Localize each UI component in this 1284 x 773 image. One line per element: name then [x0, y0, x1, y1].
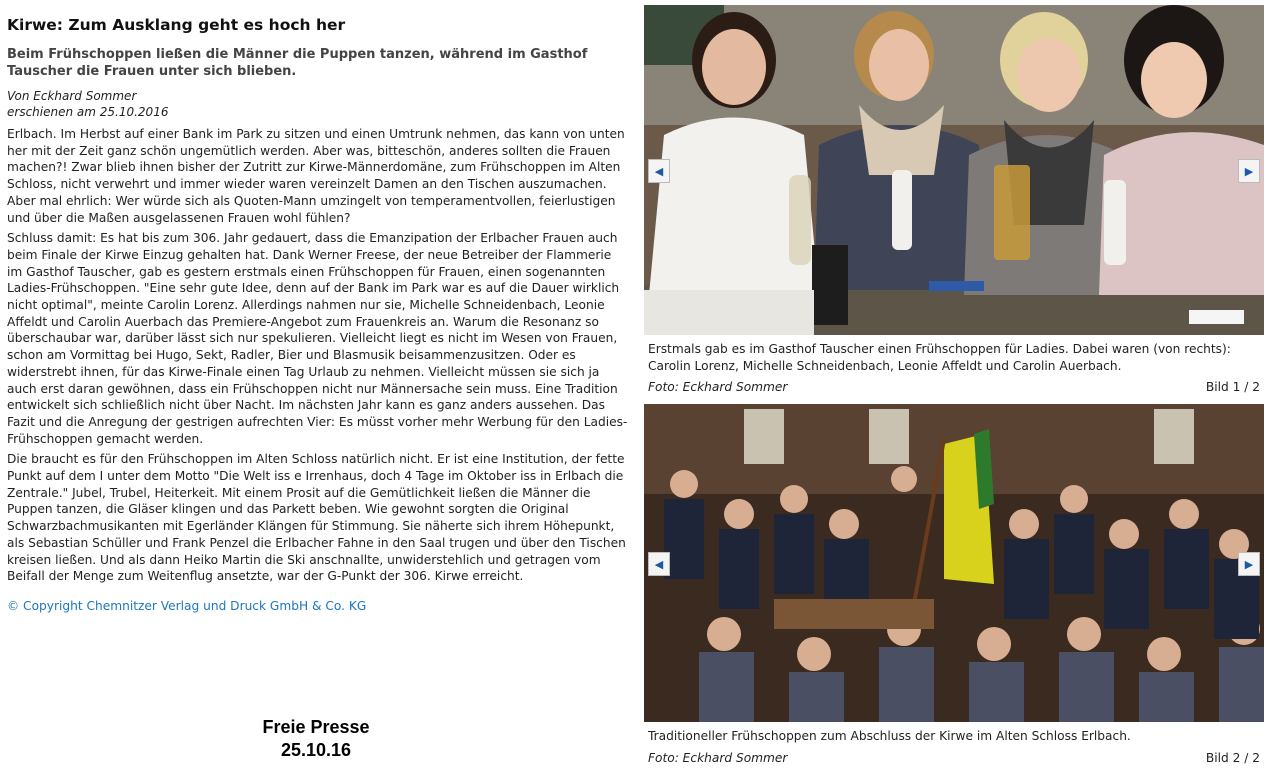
gallery-next-button[interactable] [1238, 552, 1260, 576]
publication-footer [220, 716, 412, 762]
chevron-right-icon: ▶ [1244, 164, 1254, 178]
article-paragraph: Die braucht es für den Frühschoppen im Alten Schloss natürlich nicht. Er ist eine Institution, der fette Punkt auf dem I unter dem Motto "Die Welt iss e Irrenhaus, doch 4 Tage im Oktober iss in Erlbach die Zentrale." Jubel, Trubel, Heiterkeit. Mit einem Prosit auf die Gemütlichkeit ließen die Männer die Puppen tanzen, die Gläser klingen und das Parkett beben. Wie gewohnt sorgten die Original Schwarzbachmusikanten mit Egerländer Klängen für Stimmung. Sie näherte sich ihrem Höhepunkt, als Sebastian Schüller und Frank Penzel die Erlbacher Fahne in den Saal trugen und über den Tischen kreisen ließen. Und als dann Heiko Martin die Ski anschnallte, unwiderstehlich und getragen vom Beifall der Menge zum Weitenflug ansetzte, war der G-Punkt der 306. Kirwe erreicht. [7, 452, 626, 584]
gallery-slide-2 [644, 404, 1264, 765]
chevron-left-icon: ◀ [654, 164, 664, 178]
article-subtitle: Beim Frühschoppen ließen die Männer die Puppen tanzen, während im Gasthof Tauscher die Frauen unter sich blieben. [7, 47, 588, 79]
photo-caption: Erstmals gab es im Gasthof Tauscher einen Frühschoppen für Ladies. Dabei waren (von rechts): Carolin Lorenz, Michelle Schneidenbach, Leonie Affeldt und Carolin Auerbach. [648, 342, 1231, 373]
photo-counter: Bild 1 / 2 [1205, 380, 1260, 394]
photo-credit: Foto: Eckhard Sommer [648, 380, 788, 394]
gallery-prev-button[interactable] [648, 159, 670, 183]
photo-caption: Traditioneller Frühschoppen zum Abschluss der Kirwe im Alten Schloss Erlbach. [648, 729, 1131, 743]
article-author: Von Eckhard Sommer [7, 89, 137, 103]
article-title: Kirwe: Zum Ausklang geht es hoch her [7, 16, 346, 34]
article-paragraph: Erlbach. Im Herbst auf einer Bank im Park zu sitzen und einen Umtrunk nehmen, das kann von unten her mit der Zeit ganz schön ungemütlich werden. Aber was, bitteschön, anderes sollten die Frauen machen?! Zwar blieb ihnen bisher der Zutritt zur Kirwe-Männerdomäne, zum Frühschoppen im Alten Schloss, nicht verwehrt und immer wieder waren vereinzelt Damen an den Tischen auszumachen. Aber mal ehrlich: Wer würde sich als Quoten-Mann umzingelt von temperamentvollen, feierlustigen und über die Maßen ausgelassenen Frauen wohl fühlen? [7, 127, 625, 225]
photo-credit-row [644, 374, 1264, 394]
gallery-slide-1 [644, 5, 1264, 394]
photo-credit-row [644, 745, 1264, 765]
gallery-next-button[interactable] [1238, 159, 1260, 183]
publication-date: 25.10.16 [280, 740, 352, 760]
chevron-right-icon: ▶ [1244, 557, 1254, 571]
photo-fruehschoppen-altes-schloss [644, 404, 1264, 722]
photo-credit: Foto: Eckhard Sommer [648, 750, 788, 765]
publication-name: Freie Presse [262, 717, 370, 737]
photo-ladies-fruehschoppen [644, 5, 1264, 335]
gallery-prev-button[interactable] [648, 552, 670, 576]
article [7, 10, 629, 613]
article-published-date: erschienen am 25.10.2016 [7, 105, 169, 119]
chevron-left-icon: ◀ [654, 557, 664, 571]
article-paragraph: Schluss damit: Es hat bis zum 306. Jahr gedauert, dass die Emanzipation der Erlbacher Frauen auch beim Finale der Kirwe Einzug gehalten hat. Dank Werner Freese, der neue Betreiber der Flammerie im Gasthof Tauscher, gab es gestern erstmals einen Frühschoppen für Frauen, einen sogenannten Ladies-Frühschoppen. "Eine sehr gute Idee, denn auf der Bank im Park war es auf die Dauer wirklich nicht optimal", meinte Carolin Lorenz. Allerdings nahmen nur sie, Michelle Schneidenbach, Leonie Affeldt und Carolin Auerbach das Premiere-Angebot zum Frauenkreis an. Warum die Resonanz so überschaubar war, darüber lässt sich nur spekulieren. Vielleicht liegt es nicht im Wesen von Frauen, schon am Vormittag bei Hugo, Sekt, Radler, Bier und Blasmusik beisammenzusitzen. Oder es widerstrebt ihnen, für das Kirwe-Finale einen Tag Urlaub zu nehmen. Vielleicht müssen sie sich ja auch erst daran gewöhnen, dass ein Frühschoppen nicht nur Männersache sein muss. Eine Tradition entwickelt sich schließlich nicht über Nacht. Im nächsten Jahr kann es ganz anders aussehen. Das Fazit und die Anregung der gestrigen aufrechten Vier: Es müsst vorher mehr Werbung für den Ladies-Frühschoppen gemacht werden. [7, 231, 628, 446]
photo-counter: Bild 2 / 2 [1205, 750, 1260, 765]
copyright-link[interactable]: © Copyright Chemnitzer Verlag und Druck GmbH & Co. KG [7, 598, 367, 613]
